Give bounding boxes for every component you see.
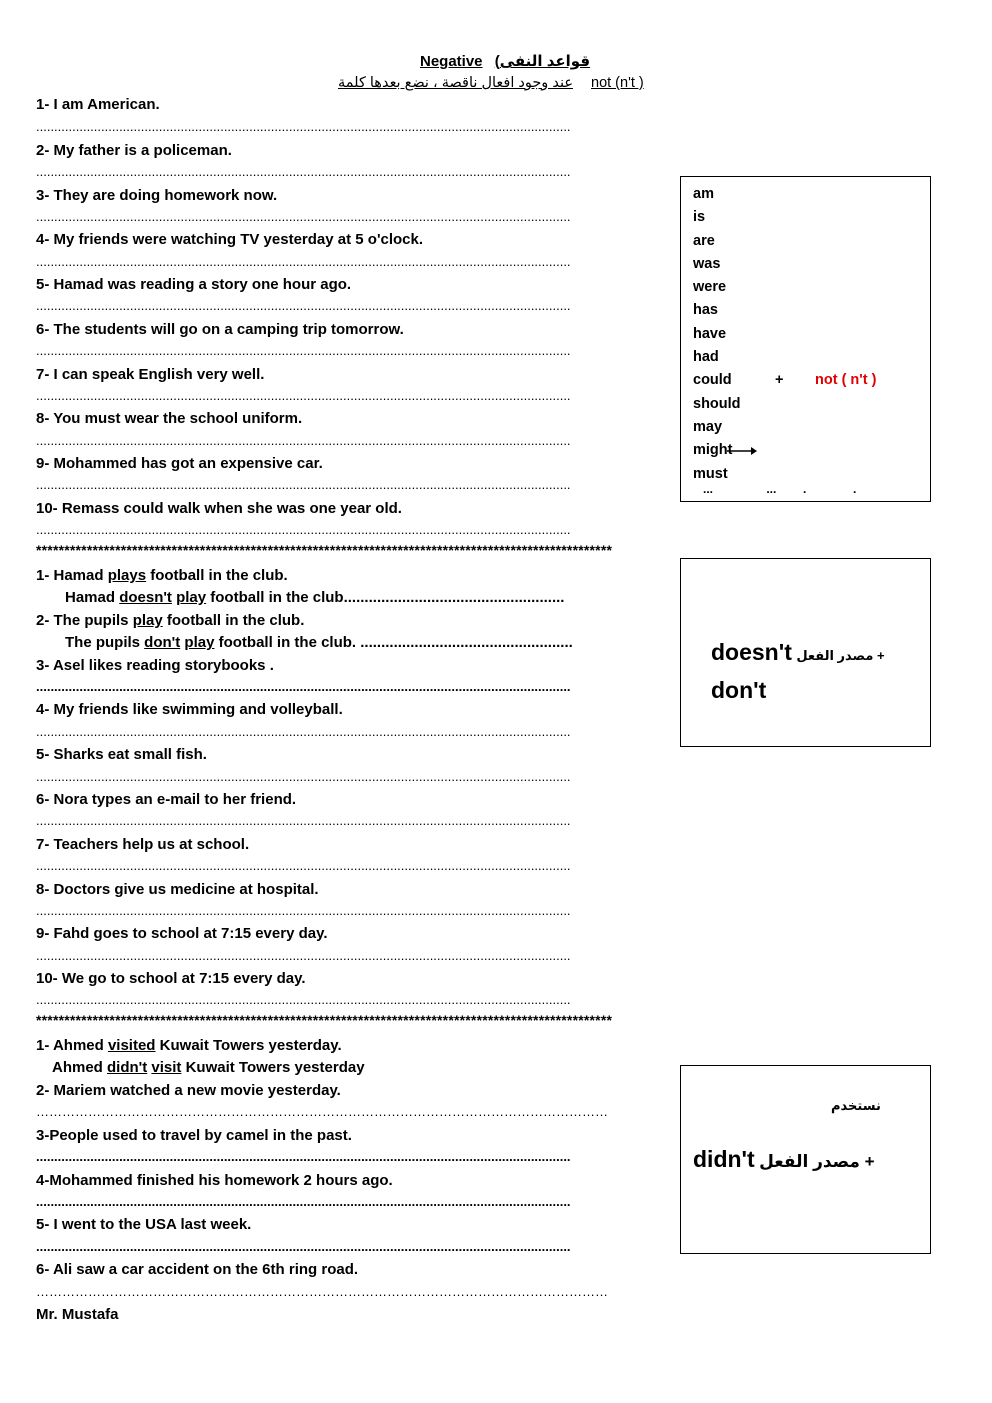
exercise-item: 1- I am American. xyxy=(36,96,160,113)
answer-line[interactable]: .................................................................................................................................................... xyxy=(36,992,571,1007)
exercise-item: 1- Hamad plays football in the club. xyxy=(36,567,288,584)
exercise-item: 9- Fahd goes to school at 7:15 every day. xyxy=(36,925,328,942)
exercise-item: 6- The students will go on a camping trip tomorrow. xyxy=(36,321,404,338)
answer-line[interactable]: .................................................................................................................................................... xyxy=(36,477,571,492)
exercise-item: 3- Asel likes reading storybooks . xyxy=(36,657,274,674)
exercise-item: 5- I went to the USA last week. xyxy=(36,1216,252,1233)
verb-am: am xyxy=(693,186,714,202)
didnt-label: didn't xyxy=(693,1146,755,1172)
answer-line[interactable]: .................................................................................................................................................... xyxy=(36,769,571,784)
subtitle-arabic: عند وجود افعال ناقصة ، نضع بعدها كلمة xyxy=(338,75,573,91)
exercise-item: 4- My friends like swimming and volleyball. xyxy=(36,701,343,718)
exercise-item: 10- We go to school at 7:15 every day. xyxy=(36,970,306,987)
answer-line[interactable]: .................................................................................................................................................... xyxy=(36,1194,571,1209)
doesnt-rule xyxy=(711,639,885,666)
exercise-item: 8- Doctors give us medicine at hospital. xyxy=(36,881,319,898)
answer-line[interactable]: .................................................................................................................................................... xyxy=(36,119,571,134)
exercise-item: 5- Hamad was reading a story one hour ago. xyxy=(36,276,352,293)
past-simple-rule-box xyxy=(680,1065,931,1254)
answer-line[interactable]: .................................................................................................................................................... xyxy=(36,209,571,224)
example-answer: Ahmed didn't visit Kuwait Towers yesterday xyxy=(52,1059,365,1076)
answer-line[interactable]: .................................................................................................................................................... xyxy=(36,388,571,403)
arrow-right-icon xyxy=(727,445,757,457)
helping-verbs-box xyxy=(680,176,931,502)
exercise-item: 10- Remass could walk when she was one year old. xyxy=(36,500,402,517)
answer-line[interactable]: .................................................................................................................................................... xyxy=(36,858,571,873)
answer-line[interactable]: .................................................................................................................................................... xyxy=(36,164,571,179)
verb-had: had xyxy=(693,349,719,366)
answer-line[interactable]: .................................................................................................................................................... xyxy=(36,903,571,918)
separator: ****************************************************************************************************** xyxy=(36,1012,613,1028)
answer-line[interactable]: .................................................................................................................................................... xyxy=(36,679,571,694)
exercise-item: 2- Mariem watched a new movie yesterday. xyxy=(36,1082,341,1099)
separator: ****************************************************************************************************** xyxy=(36,542,613,558)
verb-may: may xyxy=(693,418,723,435)
title-english: Negative xyxy=(420,53,483,70)
exercise-item: 4-Mohammed finished his homework 2 hours ago. xyxy=(36,1172,393,1189)
exercise-item: 7- Teachers help us at school. xyxy=(36,836,250,853)
plus-infinitive-ar: + مصدر الفعل xyxy=(796,648,885,663)
verb-should: should xyxy=(693,395,741,412)
plus-sign: + xyxy=(775,372,784,389)
answer-line[interactable]: .................................................................................................................................................... xyxy=(36,1149,571,1164)
we-use-label: نستخدم xyxy=(831,1098,881,1113)
exercise-item: 9- Mohammed has got an expensive car. xyxy=(36,455,323,472)
verb-must: must xyxy=(693,465,728,482)
answer-line[interactable]: .................................................................................................................................................... xyxy=(36,343,571,358)
answer-line[interactable]: .................................................................................................................................................... xyxy=(36,1239,571,1254)
answer-line[interactable]: .................................................................................................................................................... xyxy=(36,522,571,537)
verb-might: might xyxy=(693,439,741,462)
answer-line[interactable]: .................................................................................................................................................... xyxy=(36,724,571,739)
answer-line[interactable]: .................................................................................................................................................... xyxy=(36,433,571,448)
exercise-item: 8- You must wear the school uniform. xyxy=(36,410,303,427)
author-name: Mr. Mustafa xyxy=(36,1306,119,1323)
exercise-item: 5- Sharks eat small fish. xyxy=(36,746,207,763)
exercise-item: 2- The pupils play football in the club. xyxy=(36,612,305,629)
verb-are: are xyxy=(693,232,715,249)
answer-line[interactable]: …………………………………………………………………………………………………………………… xyxy=(36,1284,608,1299)
answer-line[interactable]: .................................................................................................................................................... xyxy=(36,813,571,828)
page-subtitle xyxy=(338,75,644,91)
page-title xyxy=(420,52,590,70)
didnt-rule xyxy=(693,1146,875,1173)
present-simple-rule-box xyxy=(680,558,931,747)
verb-box-cutoff: ... ... . . xyxy=(703,482,857,496)
not-label: not ( n't ) xyxy=(815,372,877,389)
verb-have: have xyxy=(693,325,727,342)
verb-was: was xyxy=(693,255,721,272)
verb-could: could + not ( n't ) xyxy=(693,369,741,392)
doesnt-label: doesn't xyxy=(711,639,792,665)
subtitle-english: not (n't ) xyxy=(591,75,644,91)
verb-were: were xyxy=(693,279,727,296)
verb-has: has xyxy=(693,302,718,319)
exercise-item: 6- Ali saw a car accident on the 6th ring road. xyxy=(36,1261,359,1278)
exercise-item: 1- Ahmed visited Kuwait Towers yesterday. xyxy=(36,1037,342,1054)
plus-infinitive-ar: + مصدر الفعل xyxy=(759,1152,875,1171)
exercise-item: 7- I can speak English very well. xyxy=(36,366,265,383)
helping-verbs-list xyxy=(693,183,877,486)
answer-line[interactable]: …………………………………………………………………………………………………………………… xyxy=(36,1104,608,1119)
answer-line[interactable]: .................................................................................................................................................... xyxy=(36,948,571,963)
exercise-item: 3- They are doing homework now. xyxy=(36,187,278,204)
answer-line[interactable]: .................................................................................................................................................... xyxy=(36,254,571,269)
title-arabic: (قواعد النفى xyxy=(494,53,591,70)
example-answer: The pupils don't play football in the club. ................................................... xyxy=(65,634,573,651)
exercise-item: 4- My friends were watching TV yesterday at 5 o'clock. xyxy=(36,231,424,248)
dont-label: don't xyxy=(711,677,767,703)
exercise-item: 3-People used to travel by camel in the past. xyxy=(36,1127,352,1144)
exercise-item: 6- Nora types an e-mail to her friend. xyxy=(36,791,297,808)
answer-line[interactable]: .................................................................................................................................................... xyxy=(36,298,571,313)
example-answer: Hamad doesn't play football in the club..................................................... xyxy=(65,589,565,606)
verb-is: is xyxy=(693,209,706,226)
exercise-item: 2- My father is a policeman. xyxy=(36,142,232,159)
